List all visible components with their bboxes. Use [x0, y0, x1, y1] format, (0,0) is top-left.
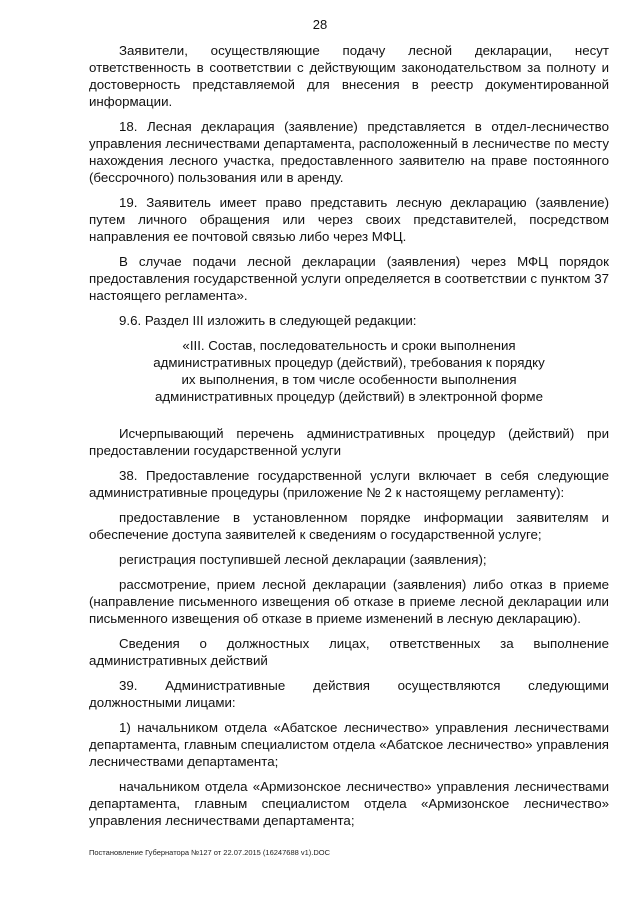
paragraph: В случае подачи лесной декларации (заявления) через МФЦ порядок предоставления государственной услуги определяется в соответствии с пунктом 37 настоящего регламента». — [89, 254, 609, 303]
paragraph: начальником отдела «Армизонское лесничество» управления лесничествами департамента, главным специалистом отдела «Армизонское лесничество» управления лесничествами департамента; — [89, 779, 609, 828]
paragraph: 38. Предоставление государственной услуги включает в себя следующие административные процедуры (приложение № 2 к настоящему регламенту): — [89, 468, 609, 500]
paragraph: 9.6. Раздел III изложить в следующей редакции: — [119, 313, 417, 328]
section-title-line: их выполнения, в том числе особенности выполнения — [181, 372, 517, 387]
paragraph: 1) начальником отдела «Абатское лесничество» управления лесничествами департамента, главным специалистом отдела «Абатское лесничество» управления лесничествами департамента; — [89, 720, 609, 769]
document-body — [89, 42, 609, 837]
section-title-line: административных процедур (действий), требования к порядку — [153, 355, 545, 370]
paragraph: рассмотрение, прием лесной декларации (заявления) либо отказ в приеме (направление письменного извещения об отказе в приеме лесной декларации или письменного извещения об отказе в приеме изменений в лесную декларацию). — [89, 577, 609, 626]
section-title-line: административных процедур (действий) в электронной форме — [155, 389, 543, 404]
section-title — [89, 337, 609, 405]
subheading-paragraph: Сведения о должностных лицах, ответственных за выполнение административных действий — [89, 636, 609, 668]
page-number: 28 — [312, 17, 328, 32]
section-title-line: «III. Состав, последовательность и сроки выполнения — [182, 338, 516, 353]
paragraph: 19. Заявитель имеет право представить лесную декларацию (заявление) путем личного обращения или через своих представителей, посредством направления ее почтовой связью либо через МФЦ. — [89, 195, 609, 244]
paragraph: Заявители, осуществляющие подачу лесной декларации, несут ответственность в соответствии с действующим законодательством за полноту и достоверность представляемой для внесения в реестр документированной информации. — [89, 43, 609, 109]
document-footer: Постановление Губернатора №127 от 22.07.2015 (16247688 v1).DOC — [89, 848, 331, 857]
subheading-paragraph: Исчерпывающий перечень административных процедур (действий) при предоставлении государственной услуги — [89, 426, 609, 458]
paragraph: 18. Лесная декларация (заявление) представляется в отдел-лесничество управления лесничествами департамента, расположенный в лесничестве по месту нахождения лесного участка, предоставленного заявителю на праве постоянного (бессрочного) пользования или в аренду. — [89, 119, 609, 185]
paragraph: 39. Административные действия осуществляются следующими должностными лицами: — [89, 678, 609, 710]
paragraph: регистрация поступившей лесной декларации (заявления); — [119, 552, 487, 567]
paragraph: предоставление в установленном порядке информации заявителям и обеспечение доступа заявителей к сведениям о государственной услуге; — [89, 510, 609, 542]
